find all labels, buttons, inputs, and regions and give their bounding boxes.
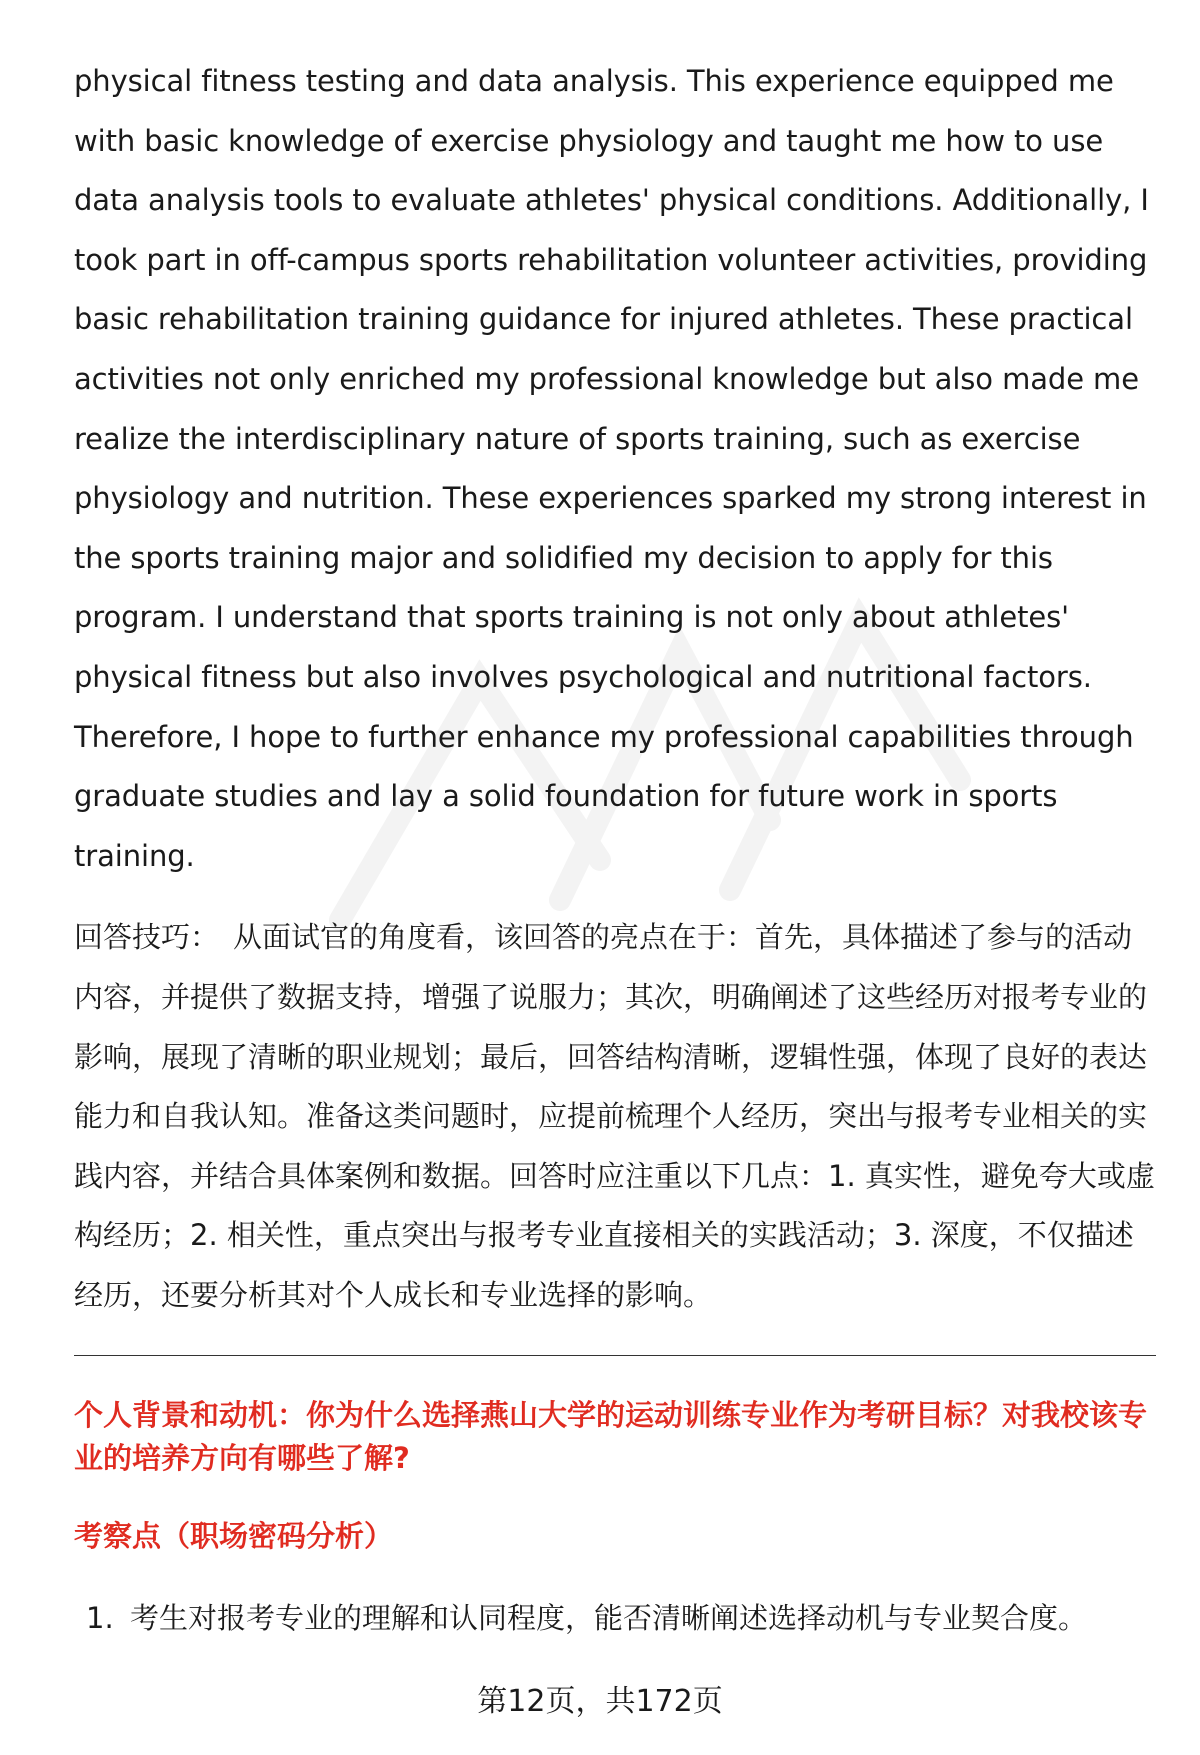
document-page [74, 52, 1156, 1638]
examination-points-heading: 考察点（职场密码分析） [74, 1519, 394, 1554]
english-answer-paragraph: physical fitness testing and data analysis. This experience equipped me with basic knowledge of exercise physiology and taught me how to use data analysis tools to evaluate athletes' physical conditions. Additionally, I took part in off-campus sports rehabilitation volunteer activities, providing basic rehabilitation training guidance for injured athletes. These practical activities not only enriched my professional knowledge but also made me realize the interdisciplinary nature of sports training, such as exercise physiology and nutrition. These experiences sparked my strong interest in the sports training major and solidified my decision to apply for this program. I understand that sports training is not only about athletes' physical fitness but also involves psychological and nutritional factors. Therefore, I hope to further enhance my professional capabilities through graduate studies and lay a solid foundation for future work in sports training. [74, 64, 1149, 873]
interview-question: 个人背景和动机：你为什么选择燕山大学的运动训练专业作为考研目标？对我校该专业的培养方向有哪些了解? [74, 1398, 1148, 1476]
list-item-number: 1. [86, 1601, 114, 1636]
examination-points-list [74, 1598, 1156, 1638]
section-divider [74, 1355, 1156, 1356]
answer-tips-label: 回答技巧： [74, 920, 220, 955]
answer-tips-paragraph [74, 908, 1156, 1325]
list-item-text: 考生对报考专业的理解和认同程度，能否清晰阐述选择动机与专业契合度。 [130, 1601, 1088, 1636]
list-item [74, 1598, 1156, 1638]
page-number-footer: 第12页，共172页 [477, 1684, 723, 1719]
answer-tips-text: 从面试官的角度看，该回答的亮点在于：首先，具体描述了参与的活动内容，并提供了数据支持，增强了说服力；其次，明确阐述了这些经历对报考专业的影响，展现了清晰的职业规划；最后，回答结构清晰，逻辑性强，体现了良好的表达能力和自我认知。准备这类问题时，应提前梳理个人经历，突出与报考专业相关的实践内容，并结合具体案例和数据。回答时应注重以下几点：1. 真实性，避免夸大或虚构经历；2. 相关性，重点突出与报考专业直接相关的实践活动；3. 深度，不仅描述经历，还要分析其对个人成长和专业选择的影响。 [74, 920, 1155, 1312]
